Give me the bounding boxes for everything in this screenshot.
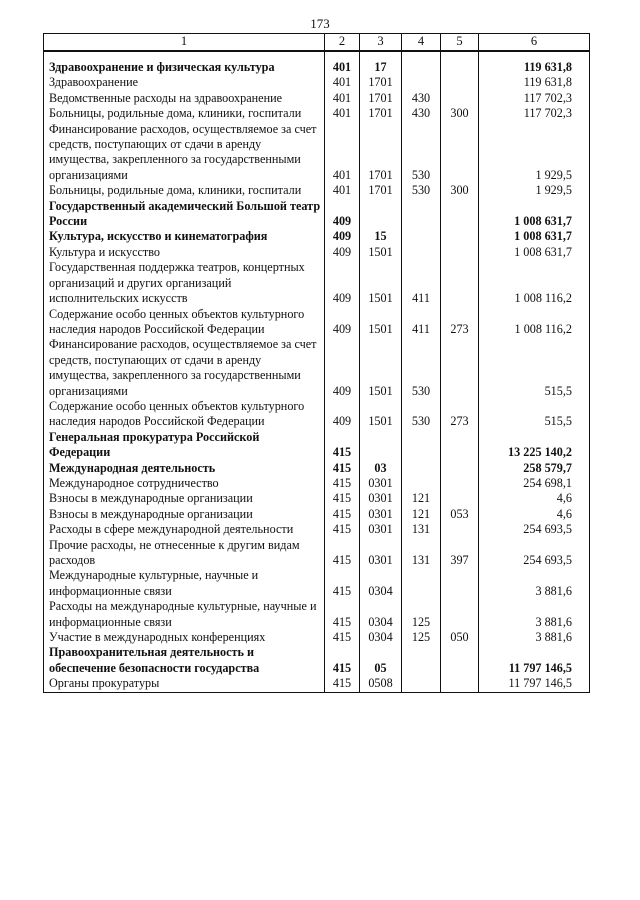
row-amount: 119 631,8 xyxy=(479,75,590,90)
row-name: Государственная поддержка театров, концертных организаций и других организаций исполнительских искусств xyxy=(44,260,325,306)
row-col3: 1701 xyxy=(360,122,402,184)
table-row xyxy=(44,122,590,184)
row-col2: 415 xyxy=(325,630,360,645)
row-name: Государственный академический Большой театр России xyxy=(44,199,325,230)
row-col2: 415 xyxy=(325,645,360,676)
row-col5: 050 xyxy=(441,630,479,645)
row-col5 xyxy=(441,337,479,399)
row-col5 xyxy=(441,461,479,476)
row-col4 xyxy=(402,568,441,599)
row-col4: 530 xyxy=(402,183,441,198)
row-col4: 530 xyxy=(402,399,441,430)
row-name: Генеральная прокуратура Российской Федерации xyxy=(44,430,325,461)
row-col4 xyxy=(402,229,441,244)
row-col4 xyxy=(402,461,441,476)
row-col4: 121 xyxy=(402,507,441,522)
row-col4: 411 xyxy=(402,307,441,338)
column-header: 6 xyxy=(479,34,590,52)
page-number: 173 xyxy=(310,16,330,31)
row-amount: 3 881,6 xyxy=(479,568,590,599)
column-header: 5 xyxy=(441,34,479,52)
row-col5 xyxy=(441,430,479,461)
row-col3: 1701 xyxy=(360,106,402,121)
row-col4 xyxy=(402,430,441,461)
row-col2: 409 xyxy=(325,399,360,430)
row-name: Взносы в международные организации xyxy=(44,491,325,506)
row-col2: 415 xyxy=(325,568,360,599)
row-col2: 415 xyxy=(325,538,360,569)
row-col5 xyxy=(441,91,479,106)
table-row xyxy=(44,199,590,230)
row-col2: 415 xyxy=(325,491,360,506)
column-header: 2 xyxy=(325,34,360,52)
table-row xyxy=(44,399,590,430)
row-col5 xyxy=(441,260,479,306)
row-col2: 415 xyxy=(325,461,360,476)
row-col5: 273 xyxy=(441,399,479,430)
row-col2: 401 xyxy=(325,122,360,184)
row-col2: 401 xyxy=(325,183,360,198)
row-col5: 273 xyxy=(441,307,479,338)
row-col5 xyxy=(441,645,479,676)
row-amount: 4,6 xyxy=(479,491,590,506)
table-row xyxy=(44,568,590,599)
row-col2: 401 xyxy=(325,60,360,75)
row-col4: 121 xyxy=(402,491,441,506)
row-col4 xyxy=(402,199,441,230)
table-row xyxy=(44,60,590,75)
row-name: Финансирование расходов, осуществляемое за счет средств, поступающих от сдачи в аренду имущества, закрепленного за государственными организациями xyxy=(44,337,325,399)
row-col2: 415 xyxy=(325,522,360,537)
row-name: Культура, искусство и кинематография xyxy=(44,229,325,244)
row-col2: 409 xyxy=(325,307,360,338)
row-amount: 254 693,5 xyxy=(479,522,590,537)
row-col5: 300 xyxy=(441,183,479,198)
row-name: Содержание особо ценных объектов культурного наследия народов Российской Федерации xyxy=(44,307,325,338)
row-name: Участие в международных конференциях xyxy=(44,630,325,645)
row-name: Расходы на международные культурные, научные и информационные связи xyxy=(44,599,325,630)
row-name: Ведомственные расходы на здравоохранение xyxy=(44,91,325,106)
row-amount: 1 008 116,2 xyxy=(479,260,590,306)
row-col4: 411 xyxy=(402,260,441,306)
row-col3: 0304 xyxy=(360,568,402,599)
row-col2: 409 xyxy=(325,260,360,306)
table-row xyxy=(44,676,590,692)
row-col3: 1501 xyxy=(360,260,402,306)
row-col3: 0304 xyxy=(360,630,402,645)
table-row xyxy=(44,307,590,338)
row-name: Больницы, родильные дома, клиники, госпитали xyxy=(44,183,325,198)
row-col3 xyxy=(360,430,402,461)
row-col5 xyxy=(441,476,479,491)
table-row xyxy=(44,229,590,244)
row-col2: 415 xyxy=(325,430,360,461)
row-col2: 415 xyxy=(325,476,360,491)
row-amount: 515,5 xyxy=(479,337,590,399)
table-row xyxy=(44,245,590,260)
row-col4: 530 xyxy=(402,122,441,184)
table-row xyxy=(44,91,590,106)
row-name: Правоохранительная деятельность и обеспечение безопасности государства xyxy=(44,645,325,676)
row-name: Органы прокуратуры xyxy=(44,676,325,692)
row-col2: 409 xyxy=(325,229,360,244)
row-name: Финансирование расходов, осуществляемое за счет средств, поступающих от сдачи в аренду имущества, закрепленного за государственными организациями xyxy=(44,122,325,184)
row-col4: 125 xyxy=(402,599,441,630)
row-col3: 0301 xyxy=(360,538,402,569)
row-amount: 11 797 146,5 xyxy=(479,676,590,692)
row-col3: 05 xyxy=(360,645,402,676)
table-row xyxy=(44,461,590,476)
row-col5 xyxy=(441,60,479,75)
row-col4: 530 xyxy=(402,337,441,399)
row-col3: 15 xyxy=(360,229,402,244)
table-row xyxy=(44,476,590,491)
row-col2: 409 xyxy=(325,337,360,399)
row-col5 xyxy=(441,491,479,506)
row-col3: 1501 xyxy=(360,337,402,399)
table-row xyxy=(44,106,590,121)
row-amount: 258 579,7 xyxy=(479,461,590,476)
row-col3: 17 xyxy=(360,60,402,75)
row-amount: 4,6 xyxy=(479,507,590,522)
row-amount: 1 008 116,2 xyxy=(479,307,590,338)
row-name: Культура и искусство xyxy=(44,245,325,260)
row-col5: 397 xyxy=(441,538,479,569)
table-row xyxy=(44,630,590,645)
row-col2: 401 xyxy=(325,106,360,121)
row-col3: 1701 xyxy=(360,183,402,198)
row-name: Содержание особо ценных объектов культурного наследия народов Российской Федерации xyxy=(44,399,325,430)
row-amount: 1 008 631,7 xyxy=(479,245,590,260)
row-col4 xyxy=(402,476,441,491)
row-col2: 415 xyxy=(325,599,360,630)
row-col5 xyxy=(441,568,479,599)
row-col3: 1701 xyxy=(360,75,402,90)
row-col4 xyxy=(402,245,441,260)
row-col3: 0301 xyxy=(360,522,402,537)
row-col3: 0508 xyxy=(360,676,402,692)
row-amount: 3 881,6 xyxy=(479,599,590,630)
row-amount: 13 225 140,2 xyxy=(479,430,590,461)
row-col3 xyxy=(360,199,402,230)
row-col3: 1501 xyxy=(360,307,402,338)
row-col3: 0304 xyxy=(360,599,402,630)
table-row xyxy=(44,507,590,522)
row-col5 xyxy=(441,245,479,260)
row-col4 xyxy=(402,75,441,90)
row-name: Здравоохранение и физическая культура xyxy=(44,60,325,75)
row-col5 xyxy=(441,199,479,230)
row-col3: 0301 xyxy=(360,507,402,522)
row-col4 xyxy=(402,645,441,676)
spacer-row xyxy=(44,51,590,60)
row-col4: 430 xyxy=(402,91,441,106)
row-amount: 254 698,1 xyxy=(479,476,590,491)
table-row xyxy=(44,645,590,676)
row-col2: 409 xyxy=(325,245,360,260)
table-row xyxy=(44,75,590,90)
row-col4: 131 xyxy=(402,522,441,537)
row-name: Расходы в сфере международной деятельности xyxy=(44,522,325,537)
row-col2: 415 xyxy=(325,676,360,692)
row-amount: 119 631,8 xyxy=(479,60,590,75)
row-amount: 3 881,6 xyxy=(479,630,590,645)
table-row xyxy=(44,430,590,461)
table-row xyxy=(44,260,590,306)
row-col2: 401 xyxy=(325,75,360,90)
row-col5 xyxy=(441,122,479,184)
row-col5 xyxy=(441,229,479,244)
row-col5: 300 xyxy=(441,106,479,121)
row-amount: 1 008 631,7 xyxy=(479,199,590,230)
table-row xyxy=(44,538,590,569)
row-name: Международные культурные, научные и информационные связи xyxy=(44,568,325,599)
row-col3: 1701 xyxy=(360,91,402,106)
row-col3: 0301 xyxy=(360,491,402,506)
row-name: Прочие расходы, не отнесенные к другим видам расходов xyxy=(44,538,325,569)
row-amount: 117 702,3 xyxy=(479,106,590,121)
row-name: Международная деятельность xyxy=(44,461,325,476)
row-col2: 415 xyxy=(325,507,360,522)
row-name: Здравоохранение xyxy=(44,75,325,90)
row-amount: 117 702,3 xyxy=(479,91,590,106)
table-row xyxy=(44,522,590,537)
row-col4 xyxy=(402,676,441,692)
column-header: 3 xyxy=(360,34,402,52)
row-amount: 1 929,5 xyxy=(479,183,590,198)
row-amount: 515,5 xyxy=(479,399,590,430)
row-name: Больницы, родильные дома, клиники, госпитали xyxy=(44,106,325,121)
row-col4: 430 xyxy=(402,106,441,121)
row-col2: 409 xyxy=(325,199,360,230)
row-col4: 125 xyxy=(402,630,441,645)
table-row xyxy=(44,183,590,198)
row-amount: 254 693,5 xyxy=(479,538,590,569)
row-col3: 1501 xyxy=(360,399,402,430)
row-col3: 0301 xyxy=(360,476,402,491)
row-name: Международное сотрудничество xyxy=(44,476,325,491)
row-col5 xyxy=(441,75,479,90)
budget-table xyxy=(43,33,590,693)
row-col4: 131 xyxy=(402,538,441,569)
header-row xyxy=(44,34,590,52)
table-row xyxy=(44,599,590,630)
row-col5 xyxy=(441,522,479,537)
row-col2: 401 xyxy=(325,91,360,106)
row-col3: 1501 xyxy=(360,245,402,260)
table-row xyxy=(44,337,590,399)
row-amount: 11 797 146,5 xyxy=(479,645,590,676)
column-header: 4 xyxy=(402,34,441,52)
table-row xyxy=(44,491,590,506)
row-col5: 053 xyxy=(441,507,479,522)
row-amount: 1 929,5 xyxy=(479,122,590,184)
column-header: 1 xyxy=(44,34,325,52)
row-col3: 03 xyxy=(360,461,402,476)
row-name: Взносы в международные организации xyxy=(44,507,325,522)
row-col5 xyxy=(441,599,479,630)
row-col5 xyxy=(441,676,479,692)
row-amount: 1 008 631,7 xyxy=(479,229,590,244)
row-col4 xyxy=(402,60,441,75)
